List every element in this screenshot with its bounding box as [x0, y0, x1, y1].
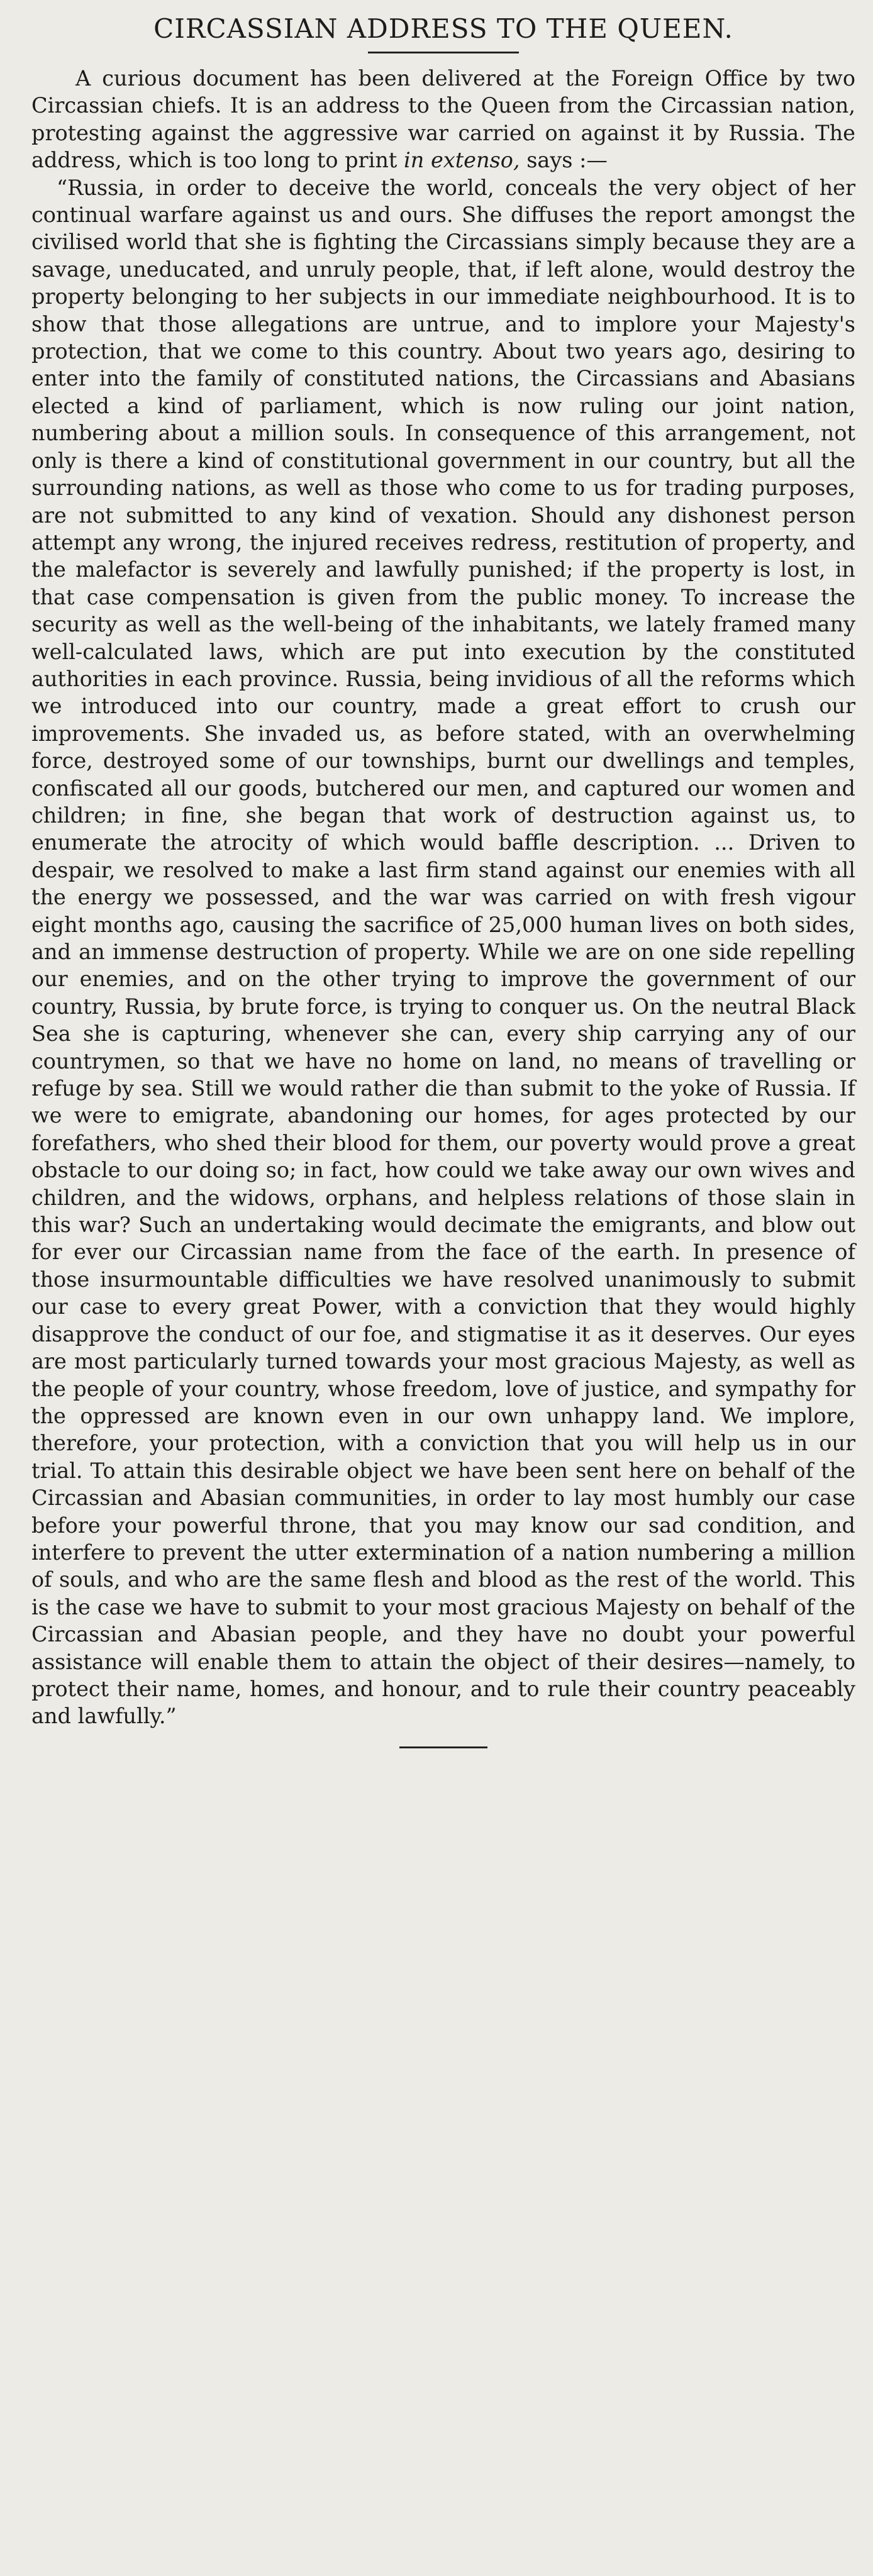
address-quotation: “Russia, in order to deceive the world, conceals the very object of her continual warfare against us and ours. She diffuses the report amongst the civilised world that she is fighting the Circassians simply because they are a savage, uneducated, and unruly people, that, if left alone, would destroy the property belonging to her subjects in our immediate neighbourhood. It is to show that those allegations are untrue, and to implore your Majesty's protection, that we come to this country. About two years ago, desiring to enter into the family of constituted nations, the Circassians and Abasians elected a kind of parliament, which is now ruling our joint nation, numbering about a million souls. In consequence of this arrangement, not only is there a kind of constitutional government in our country, but all the surrounding nations, as well as those who come to us for trading purposes, are not submitted to any kind of vexation. Should any dishonest person attempt any wrong, the injured receives redress, restitution of property, and the malefactor is severely and lawfully punished; if the property is lost, in that case compensation is given from the public money. To increase the security as well as the well-being of the inhabitants, we lately framed many well-calculated laws, which are put into execution by the constituted authorities in each province. Russia, being invidious of all the reforms which we introduced into our country, made a great effort to crush our improvements. She invaded us, as before stated, with an overwhelming force, destroyed some of our townships, burnt our dwellings and temples, confiscated all our goods, butchered our men, and captured our women and children; in fine, she began that work of destruction against us, to enumerate the atrocity of which would baffle description. ... Driven to despair, we resolved to make a last firm stand against our enemies with all the energy we possessed, and the war was carried on with fresh vigour eight months ago, causing the sacrifice of 25,000 human lives on both sides, and an immense destruction of property. While we are on one side repelling our enemies, and on the other trying to improve the government of our country, Russia, by brute force, is trying to conquer us. On the neutral Black Sea she is capturing, whenever she can, every ship carrying any of our countrymen, so that we have no home on land, no means of travelling or refuge by sea. Still we would rather die than submit to the yoke of Russia. If we were to emigrate, abandoning our homes, for ages protected by our forefathers, who shed their blood for them, our poverty would prove a great obstacle to our doing so; in fact, how could we take away our own wives and children, and the widows, orphans, and helpless relations of those slain in this war? Such an undertaking would decimate the emigrants, and blow out for ever our Circassian name from the face of the earth. In presence of those insurmountable difficulties we have resolved unanimously to submit our case to every great Power, with a conviction that they would highly disapprove the conduct of our foe, and stigmatise it as it deserves. Our eyes are most particularly turned towards your most gracious Majesty, as well as the people of your country, whose freedom, love of justice, and sympathy for the oppressed are known even in our own unhappy land. We implore, therefore, your protection, with a conviction that you will help us in our trial. To attain this desirable object we have been sent here on behalf of the Circassian and Abasian communities, in order to lay most humbly our case before your powerful throne, that you may know our sad condition, and interfere to prevent the utter extermination of a nation numbering a million of souls, and who are the same flesh and blood as the rest of the world. This is the case we have to submit to your most gracious Majesty on behalf of the Circassian and Abasian people, and they have no doubt your powerful assistance will enable them to attain the object of their desires—namely, to protect their name, homes, and honour, and to rule their country peaceably and lawfully.”	[31, 175, 855, 1729]
article-title: CIRCASSIAN ADDRESS TO THE QUEEN.	[153, 13, 733, 44]
intro-paragraph	[31, 65, 855, 174]
intro-text-end: says :—	[520, 148, 608, 173]
title-divider	[368, 52, 519, 53]
newspaper-article	[31, 13, 855, 1748]
end-divider	[399, 1746, 487, 1748]
intro-text: A curious document has been delivered at the Foreign Office by two Circassian chiefs. It is an address to the Queen from the Circassian nation, protesting against the aggressive war carried on against it by Russia. The address, which is too long to print	[31, 66, 855, 173]
intro-italic-phrase: in extenso,	[404, 148, 520, 173]
